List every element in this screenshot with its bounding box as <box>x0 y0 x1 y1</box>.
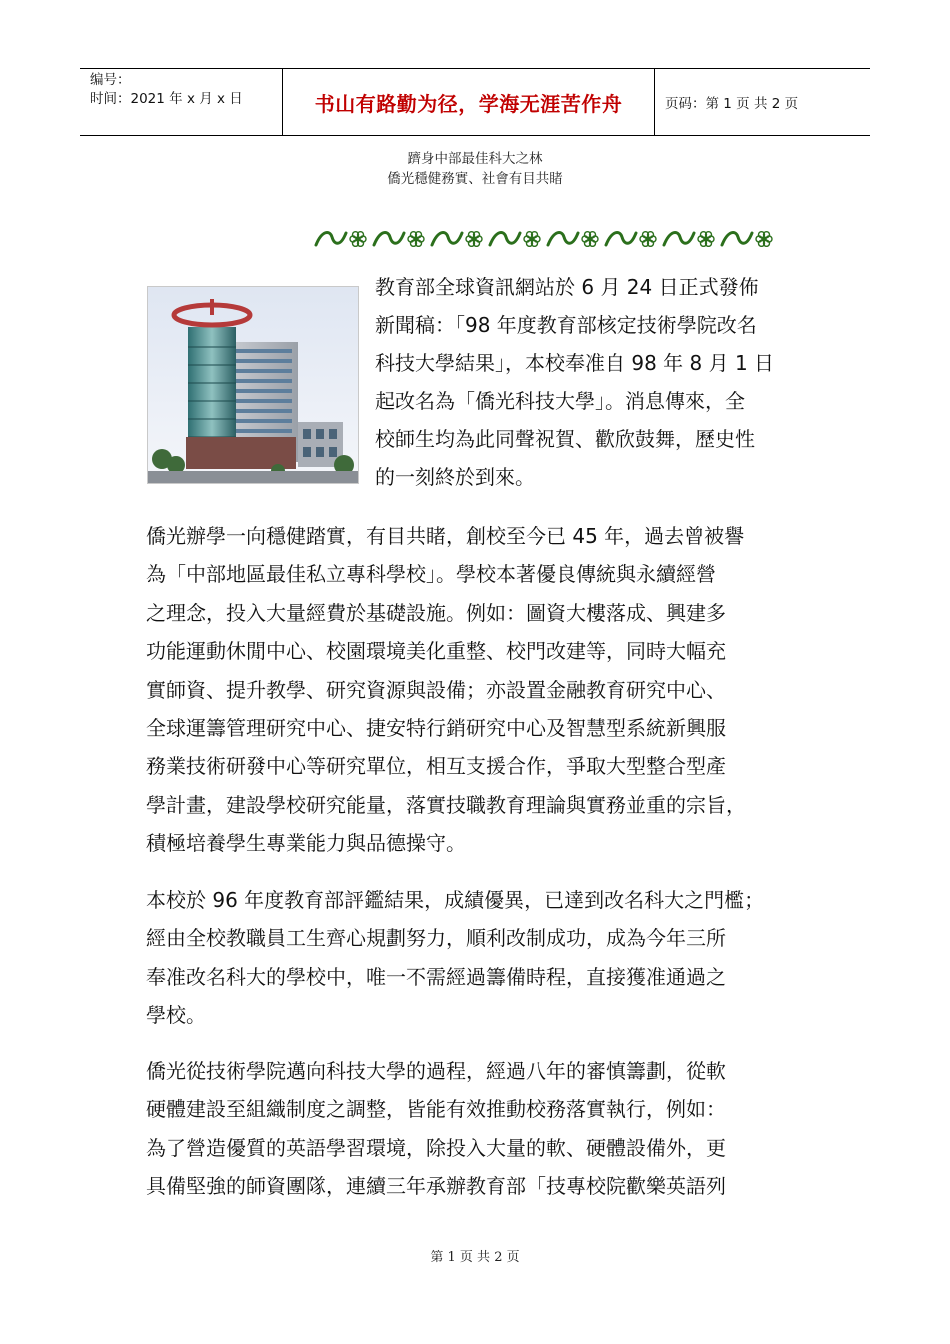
swirl-icon <box>432 232 462 245</box>
header-meta <box>80 69 283 135</box>
swirl-icon <box>722 232 752 245</box>
text-line: 硬體建設至組織制度之調整，皆能有效推動校務落實執行，例如： <box>146 1097 726 1122</box>
swirl-icon <box>664 232 694 245</box>
text-line: 僑光辦學一向穩健踏實，有目共睹，創校至今已 45 年，過去曾被譽 <box>146 524 745 548</box>
subtitle-line-1: 躋身中部最佳科大之林 <box>407 151 543 167</box>
flower-icon <box>640 232 656 247</box>
doc-time: 时间：2021 年 x 月 x 日 <box>90 91 243 107</box>
document-header <box>80 68 870 136</box>
campus-building-photo <box>147 286 359 484</box>
flower-icon <box>408 232 424 247</box>
text-line: 教育部全球資訊網站於 6 月 24 日正式發佈 <box>375 275 759 299</box>
swirl-icon <box>548 232 578 245</box>
text-line: 具備堅強的師資團隊，連續三年承辦教育部「技專校院歡樂英語列 <box>146 1174 726 1199</box>
swirl-icon <box>316 232 346 245</box>
text-line: 僑光從技術學院邁向科技大學的過程，經過八年的審慎籌劃，從軟 <box>146 1059 726 1083</box>
text-line: 為了營造優質的英語學習環境，除投入大量的軟、硬體設備外，更 <box>146 1135 726 1160</box>
swirl-icon <box>374 232 404 245</box>
flower-icon <box>350 232 366 247</box>
building-icon <box>148 287 358 483</box>
text-line: 新聞稿：「98 年度教育部核定技術學院改名 <box>375 313 757 337</box>
header-motto: 书山有路勤为径，学海无涯苦作舟 <box>283 69 655 135</box>
text-line: 學計畫，建設學校研究能量，落實技職教育理論與實務並重的宗旨， <box>146 792 746 817</box>
article-paragraph-2 <box>146 881 832 1035</box>
text-line: 本校於 96 年度教育部評鑑結果，成績優異，已達到改名科大之門檻； <box>146 888 765 912</box>
text-line: 實師資、提升教學、研究資源與設備；亦設置金融教育研究中心、 <box>146 677 726 702</box>
header-page-info: 页码：第 1 页 共 2 页 <box>665 96 799 112</box>
text-line: 科技大學結果」，本校奉准自 98 年 8 月 1 日 <box>375 351 775 375</box>
text-line: 積極培養學生專業能力與品德操守。 <box>146 831 466 856</box>
article-intro <box>375 268 815 496</box>
text-line: 為「中部地區最佳私立專科學校」。學校本著優良傳統與永續經營 <box>146 562 716 587</box>
subtitle-line-2: 僑光穩健務實、社會有目共睹 <box>387 171 563 187</box>
text-line: 全球運籌管理研究中心、捷安特行銷研究中心及智慧型系統新興服 <box>146 716 726 741</box>
article-paragraph-1 <box>146 517 832 863</box>
flower-icon <box>582 232 598 247</box>
text-line: 功能運動休閒中心、校園環境美化重整、校門改建等，同時大幅充 <box>146 639 726 664</box>
text-line: 奉准改名科大的學校中，唯一不需經過籌備時程，直接獲准通過之 <box>146 964 726 989</box>
doc-number: 编号： <box>90 72 131 88</box>
text-line: 校師生均為此同聲祝賀、歡欣鼓舞，歷史性 <box>375 427 755 451</box>
article-paragraph-3 <box>146 1052 832 1206</box>
swirl-flower-border-icon <box>312 228 780 250</box>
text-line: 學校。 <box>146 1003 206 1028</box>
flower-icon <box>698 232 714 247</box>
swirl-icon <box>490 232 520 245</box>
flower-icon <box>524 232 540 247</box>
swirl-icon <box>606 232 636 245</box>
text-line: 起改名為「僑光科技大學」。消息傳來，全 <box>375 389 745 413</box>
text-line: 的一刻終於到來。 <box>375 465 535 489</box>
flower-icon <box>756 232 772 247</box>
text-line: 之理念，投入大量經費於基礎設施。例如：圖資大樓落成、興建多 <box>146 600 726 625</box>
flower-icon <box>466 232 482 247</box>
page-footer: 第 1 页 共 2 页 <box>430 1250 520 1265</box>
text-line: 務業技術研發中心等研究單位，相互支援合作，爭取大型整合型產 <box>146 754 726 779</box>
text-line: 經由全校教職員工生齊心規劃努力，順利改制成功，成為今年三所 <box>146 926 726 951</box>
